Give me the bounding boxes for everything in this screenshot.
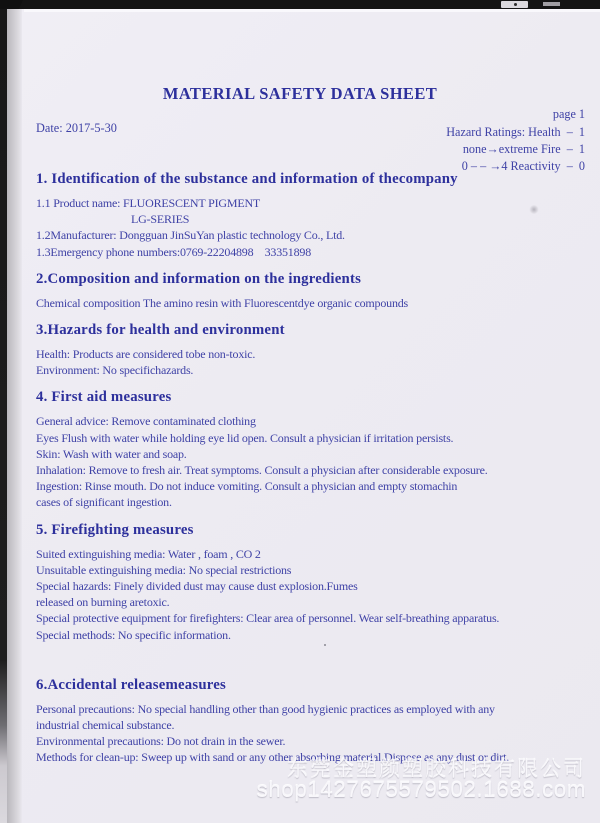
document-title: MATERIAL SAFETY DATA SHEET <box>162 84 438 103</box>
paper-left-edge <box>7 9 22 823</box>
body-line: Inhalation: Remove to fresh air. Treat symptoms. Consult a physician after considerable exposure. <box>36 463 488 478</box>
body-line: Health: Products are considered tobe non-toxic. <box>36 347 256 362</box>
body-line: industrial chemical substance. <box>36 718 175 733</box>
hazard-rating-line: 0 – – →4 Reactivity – 0 <box>461 159 585 173</box>
hazard-rating-line: none→extreme Fire – 1 <box>462 142 585 156</box>
hazard-rating-line: Hazard Ratings: Health – 1 <box>446 125 585 139</box>
body-line: LG-SERIES <box>131 212 190 227</box>
body-line: Environment: No specifichazards. <box>36 363 194 378</box>
sections <box>36 170 588 766</box>
scanner-clip-small <box>543 2 560 6</box>
scanner-edge-left <box>0 9 7 823</box>
body-line: Skin: Wash with water and soap. <box>36 446 187 461</box>
page-number: page 1 <box>552 107 585 121</box>
body-line: Unsuitable extinguishing media: No special restrictions <box>36 562 292 577</box>
paper-top-edge-highlight <box>24 9 600 12</box>
body-line: Special hazards: Finely divided dust may cause dust explosion.Fumes <box>36 579 358 594</box>
body-line: Environmental precautions: Do not drain in the sewer. <box>36 734 286 749</box>
scanner-clip-dot <box>514 3 517 6</box>
body-line: Personal precautions: No special handling other than good hygienic practices as employed with any <box>36 701 495 716</box>
body-line: Special protective equipment for firefighters: Clear area of personnel. Wear self-breathing apparatus. <box>36 611 500 626</box>
body-line: Eyes Flush with water while holding eye lid open. Consult a physician if irritation persists. <box>36 430 454 445</box>
watermark-shop-url: shop1427675579502.1688.com <box>256 777 586 802</box>
body-line: Methods for clean-up: Sweep up with sand or any other absorbing material.Dispose as any dust or dirt. <box>36 750 510 765</box>
body-line: Ingestion: Rinse mouth. Do not induce vomiting. Consult a physician and empty stomachin <box>36 479 458 494</box>
body-line: released on burning aretoxic. <box>36 595 170 610</box>
date-label: Date: 2017-5-30 <box>36 121 117 135</box>
watermark-company: 东莞金塑颜塑胶科技有限公司 <box>287 758 586 781</box>
body-line: Suited extinguishing media: Water , foam , CO 2 <box>36 546 261 561</box>
header-meta <box>446 106 585 175</box>
section-heading: 1. Identification of the substance and information of thecompany <box>36 171 458 187</box>
body-line: cases of significant ingestion. <box>36 495 172 510</box>
scanner-clip <box>501 1 528 8</box>
body-line: General advice: Remove contaminated clothing <box>36 414 256 429</box>
section-heading: 6.Accidental releasemeasures <box>36 676 226 693</box>
section-heading: 2.Composition and information on the ingredients <box>36 270 362 287</box>
body-line: 1.1 Product name: FLUORESCENT PIGMENT <box>36 196 261 210</box>
body-line: 1.2Manufacturer: Dongguan JinSuYan plastic technology Co., Ltd. <box>36 228 345 243</box>
section-heading: 4. First aid measures <box>36 389 172 406</box>
body-line: 1.3Emergency phone numbers:0769-22204898 33351898 <box>36 244 312 259</box>
body-line: Chemical composition The amino resin with Fluorescentdye organic compounds <box>36 295 409 310</box>
body-line: Special methods: No specific information. <box>36 627 231 642</box>
section-heading: 5. Firefighting measures <box>36 521 194 538</box>
hazard-ratings <box>446 124 585 175</box>
section-heading: 3.Hazards for health and environment <box>36 322 285 339</box>
